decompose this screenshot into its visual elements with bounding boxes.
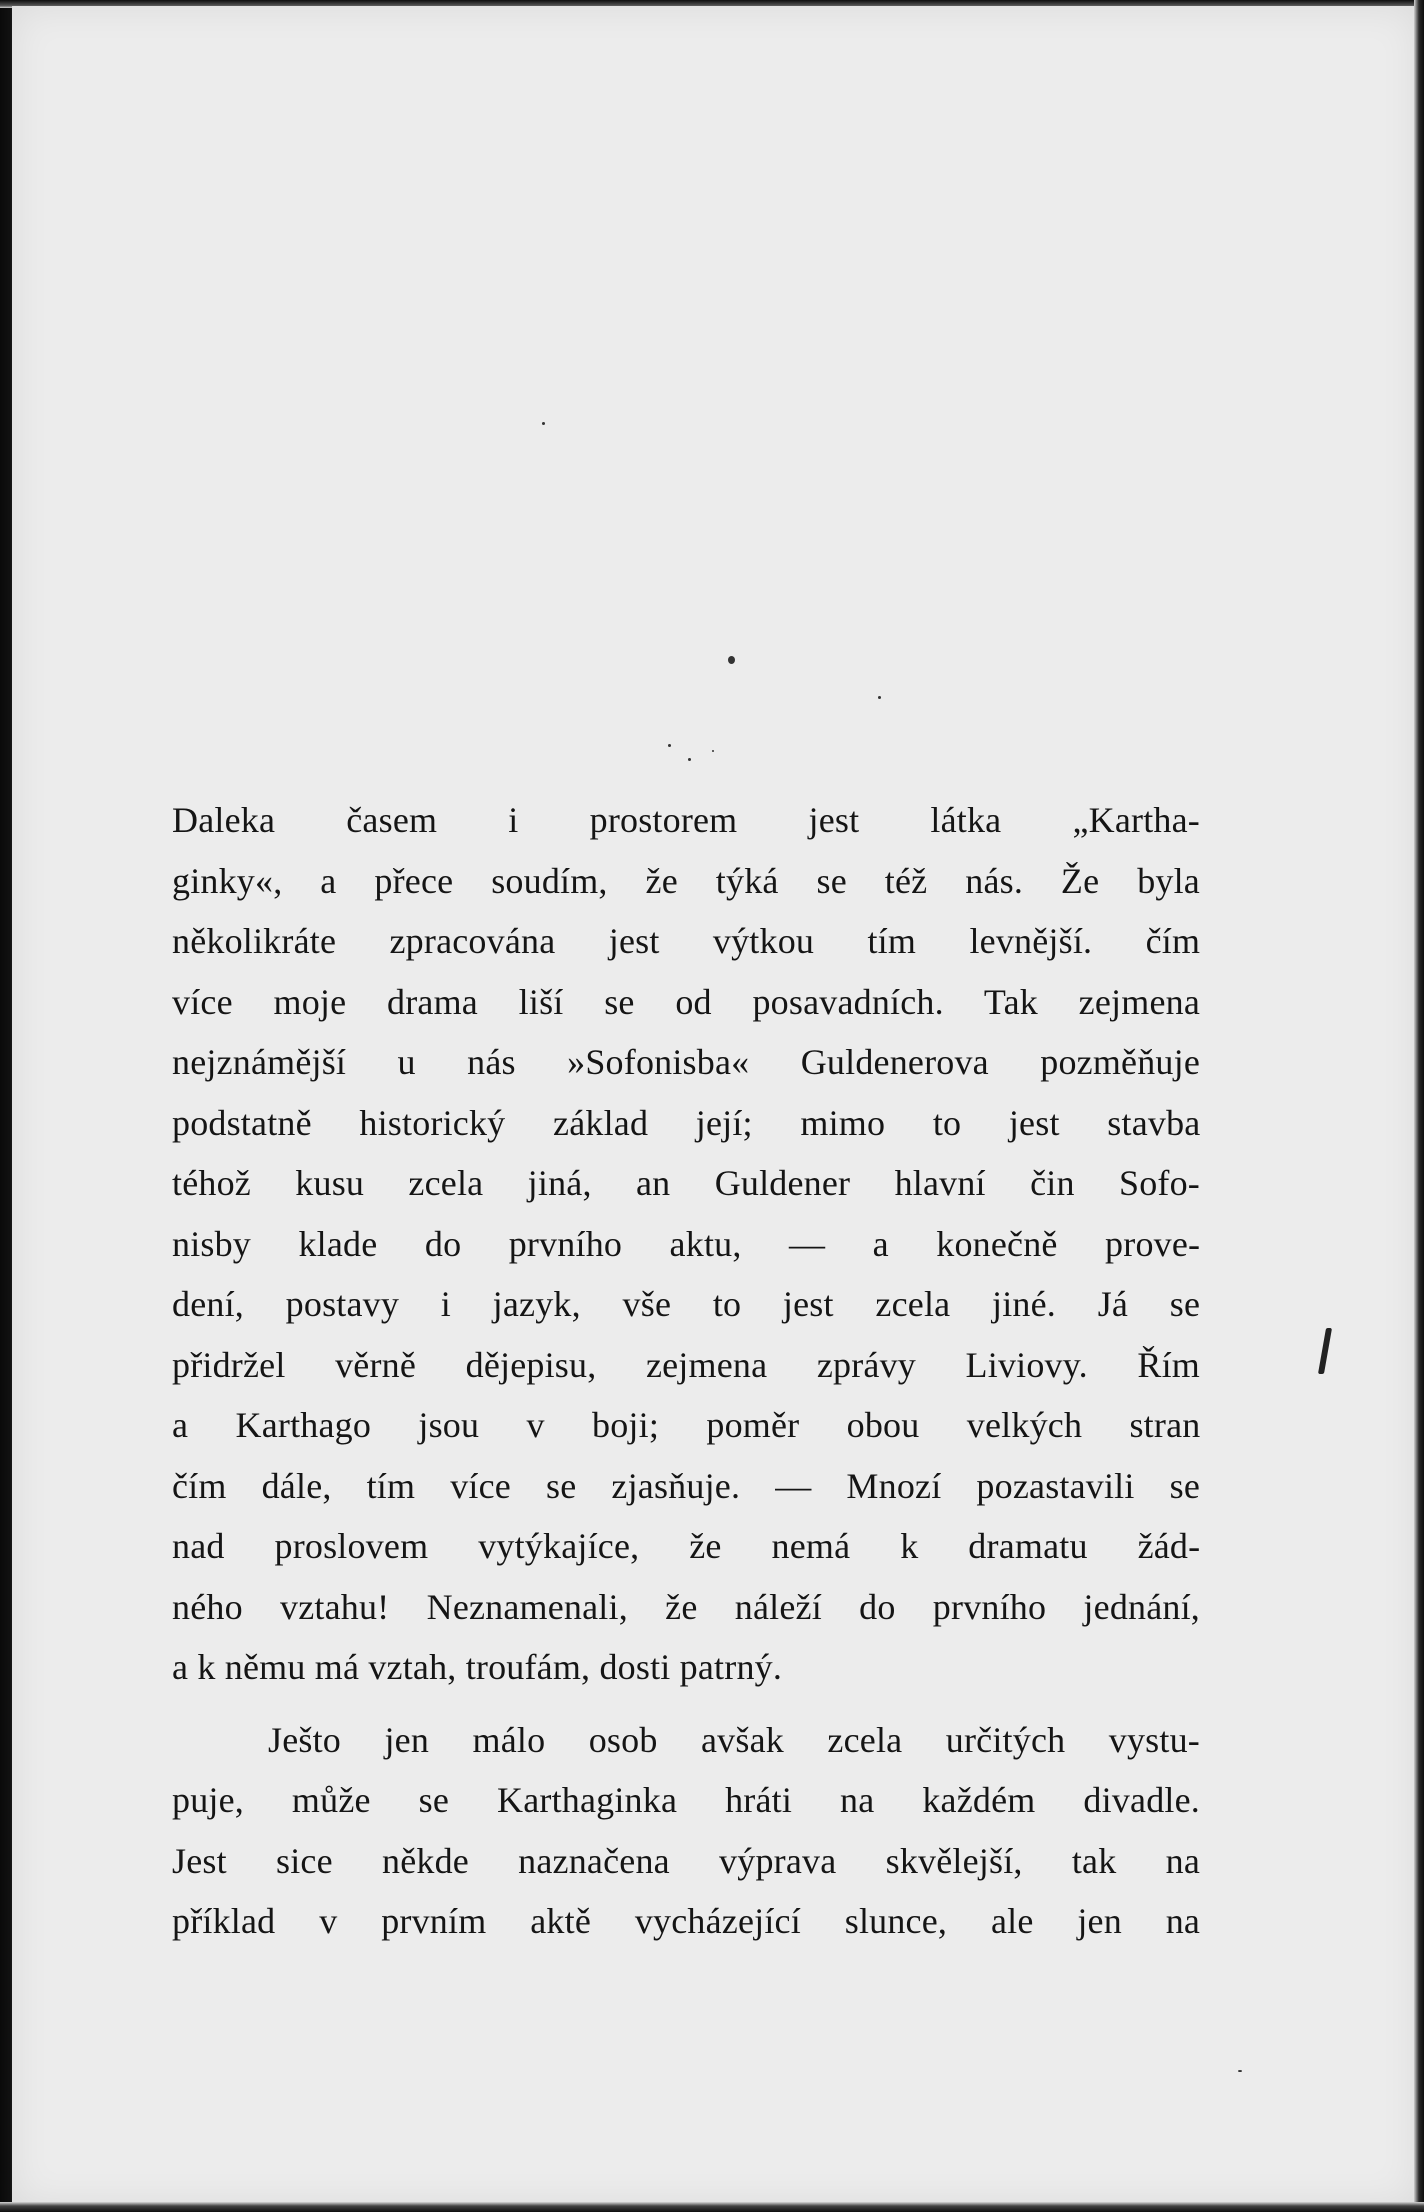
text-line: nejznámější u nás »Sofonisba« Guldenerova pozměňuje [172, 1042, 1200, 1082]
text-line: a k němu má vztah, troufám, dosti patrný. [172, 1647, 783, 1687]
text-line: příklad v prvním aktě vycházející slunce, ale jen na [172, 1901, 1201, 1941]
text-line: nisby klade do prvního aktu, — a konečně prove- [172, 1223, 1201, 1264]
text-line: Daleka časem i prostorem jest látka „Kartha- [172, 800, 1200, 840]
text-line: přidržel věrně dějepisu, zejmena zprávy Liviovy. Řím [172, 1344, 1200, 1385]
paragraph-2 [172, 1710, 1200, 1952]
print-speck [878, 696, 881, 699]
text-line: ného vztahu! Neznamenali, že náleží do prvního jednání, [172, 1586, 1200, 1627]
text-line: nad proslovem vytýkajíce, že nemá k dramatu žád- [172, 1526, 1201, 1566]
paragraph-1 [172, 790, 1200, 1698]
print-speck [668, 744, 671, 747]
text-line: ginky«, a přece soudím, že týká se též nás. Že byla [172, 860, 1200, 901]
text-line: dení, postavy i jazyk, vše to jest zcela jiné. Já se [172, 1284, 1201, 1324]
text-line: Jest sice někde naznačena výprava skvělejší, tak na [172, 1840, 1200, 1881]
print-speck [688, 758, 691, 761]
print-speck [542, 422, 545, 425]
text-line: podstatně historický základ její; mimo to jest stavba [172, 1102, 1201, 1143]
margin-pencil-mark [1318, 1328, 1332, 1374]
body-text [172, 790, 1200, 1952]
book-page [12, 6, 1418, 2206]
print-speck [712, 750, 714, 752]
print-speck [1238, 2070, 1242, 2072]
book-binding-right [1414, 0, 1424, 2212]
text-line: téhož kusu zcela jiná, an Guldener hlavní čin Sofo- [172, 1163, 1200, 1203]
print-speck [728, 656, 735, 664]
text-line: více moje drama liší se od posavadních. Tak zejmena [172, 981, 1200, 1022]
text-line: a Karthago jsou v boji; poměr obou velkých stran [172, 1405, 1201, 1445]
text-line: puje, může se Karthaginka hráti na každém divadle. [172, 1780, 1200, 1820]
book-binding-bottom [0, 2202, 1424, 2212]
text-line: několikráte zpracována jest výtkou tím levnější. čím [172, 921, 1201, 961]
text-line: čím dále, tím více se zjasňuje. — Mnozí pozastavili se [172, 1465, 1200, 1506]
text-line: Ješto jen málo osob avšak zcela určitých vystu- [268, 1719, 1200, 1760]
